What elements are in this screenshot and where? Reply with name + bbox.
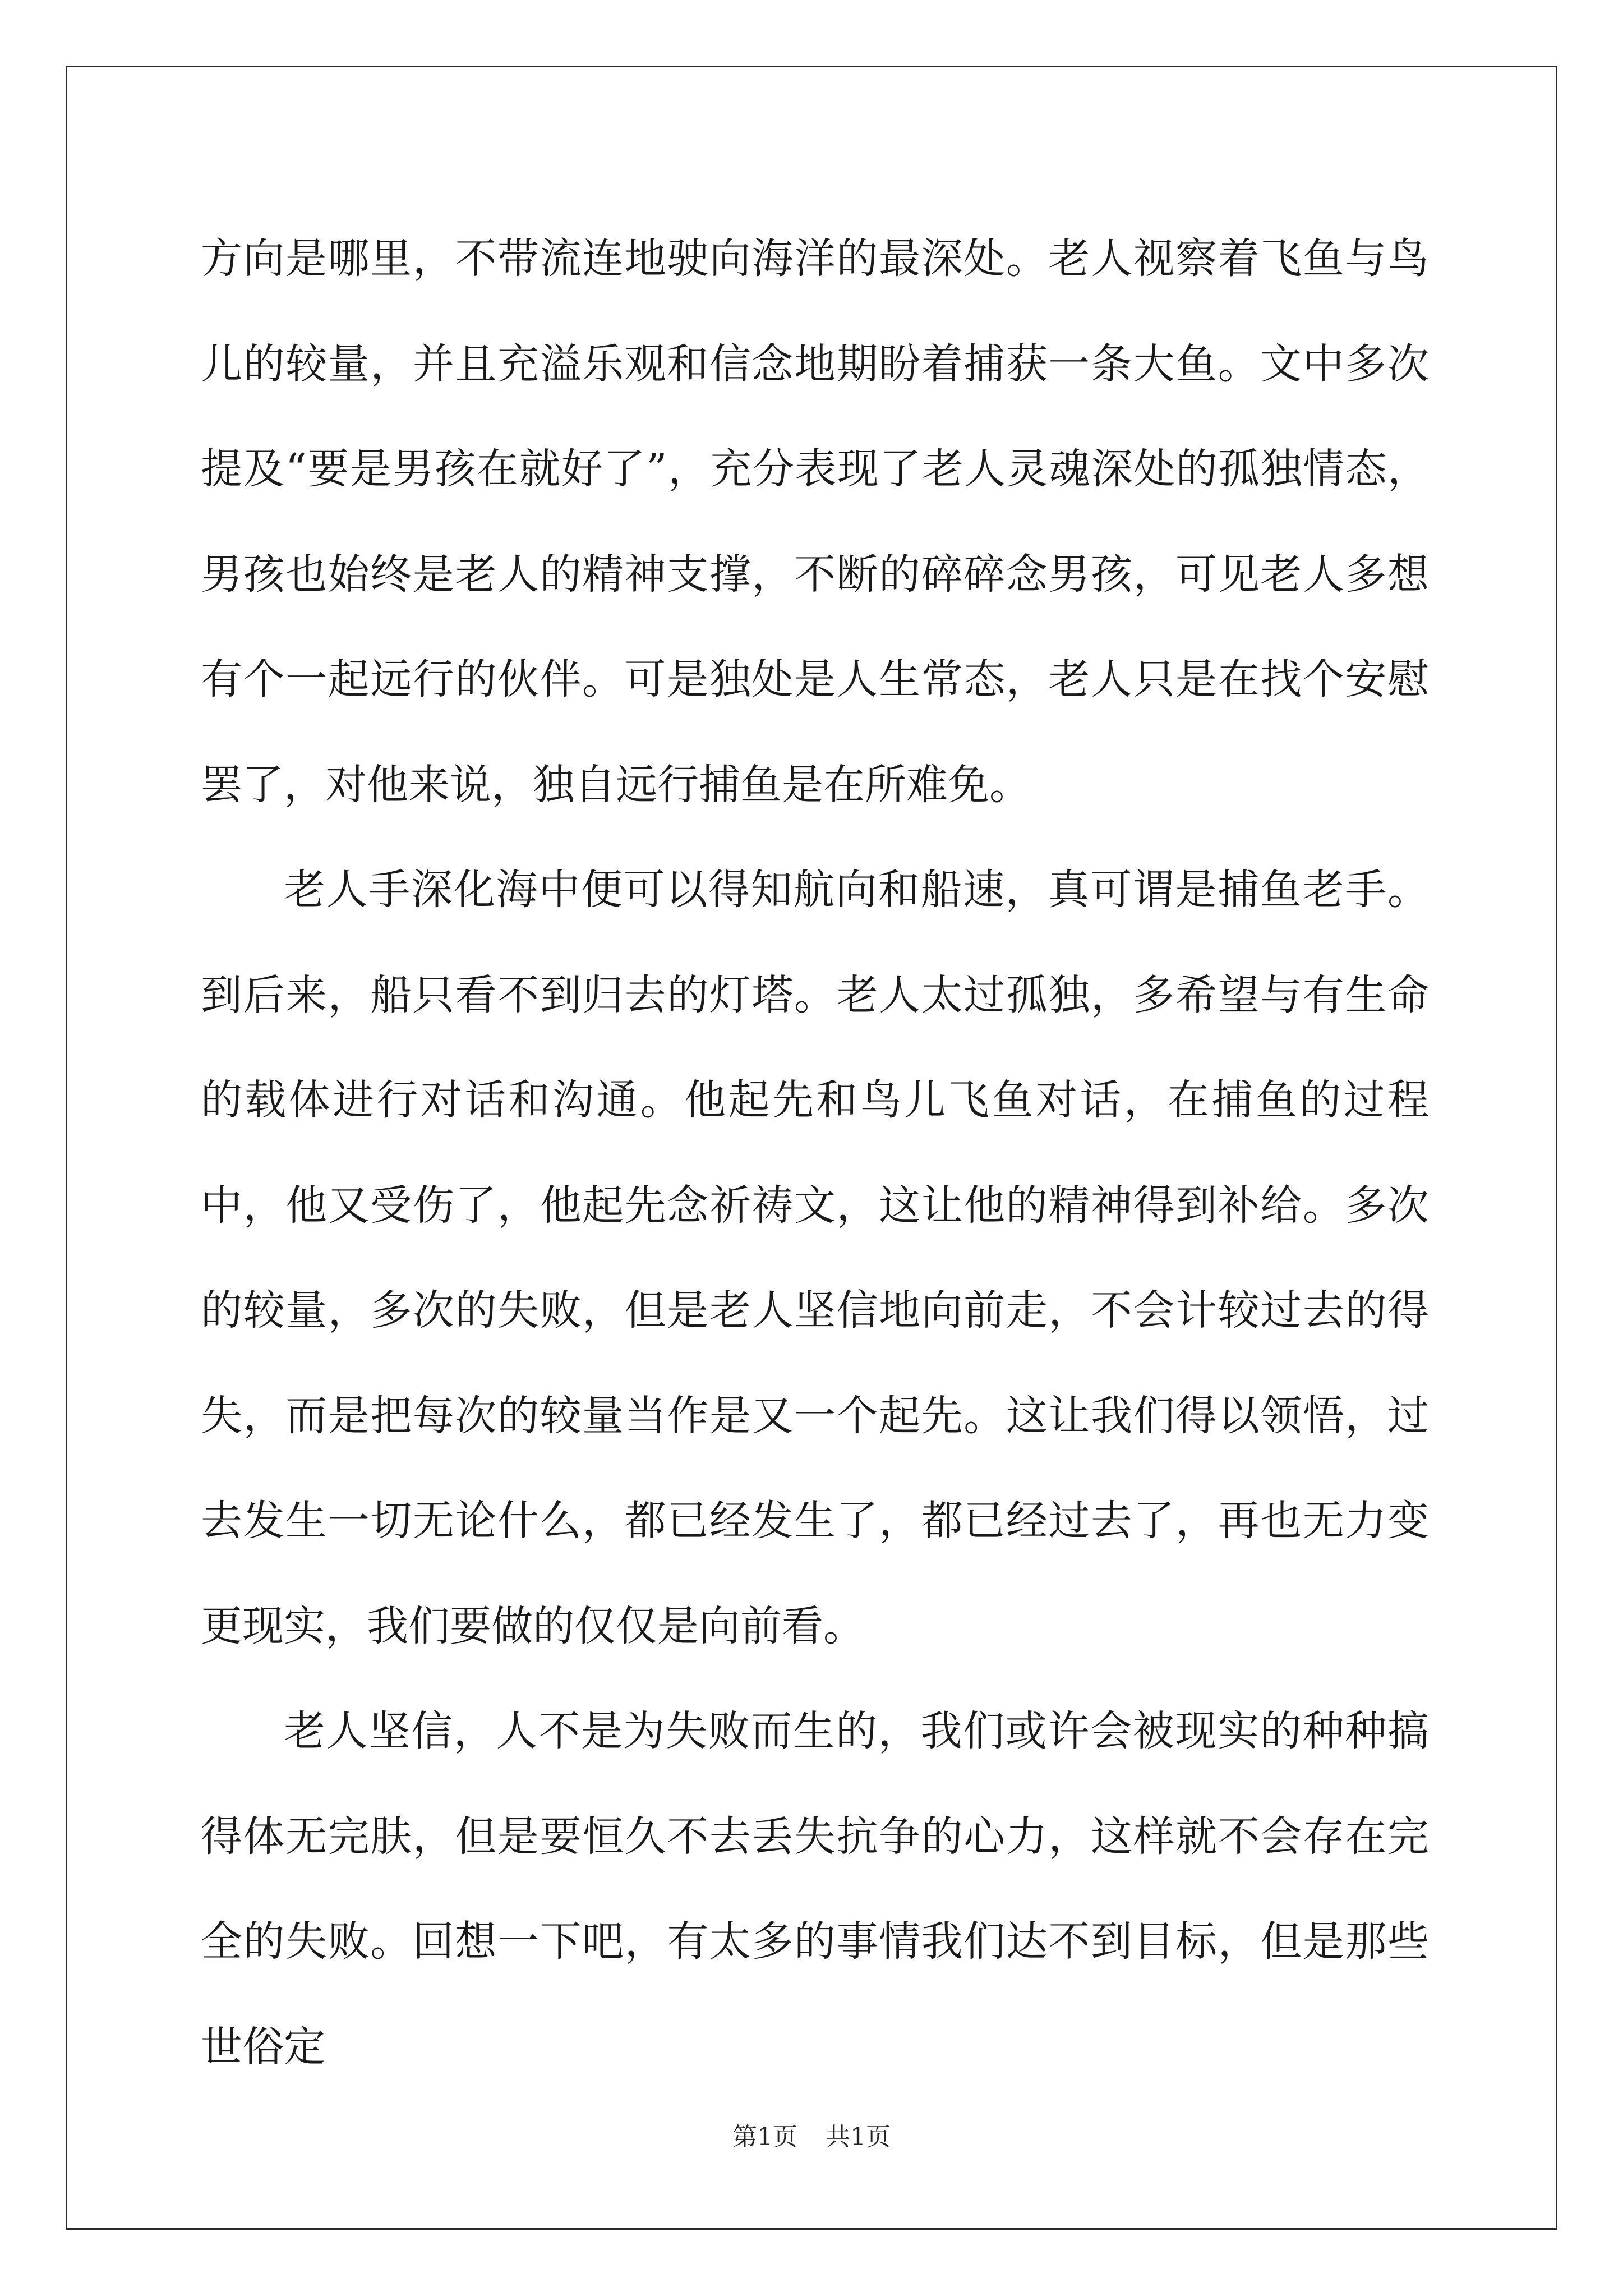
paragraph-1: 方向是哪里，不带流连地驶向海洋的最深处。老人视察着飞鱼与鸟儿的较量，并且充溢乐观和信念地期盼着捕获一条大鱼。文中多次提及“要是男孩在就好了”，充分表现了老人灵魂深处的孤独情态，男孩也始终是老人的精神支撑，不断的碎碎念男孩，可见老人多想有个一起远行的伙伴。可是独处是人生常态，老人只是在找个安慰罢了，对他来说，独自远行捕鱼是在所难免。 (201, 234, 1429, 809)
document-body (201, 206, 1429, 2100)
page-number-current: 第1页 (732, 2123, 797, 2151)
page-footer (0, 2120, 1623, 2154)
paragraph-2: 老人手深化海中便可以得知航向和船速，真可谓是捕鱼老手。到后来，船只看不到归去的灯塔。老人太过孤独，多希望与有生命的载体进行对话和沟通。他起先和鸟儿飞鱼对话，在捕鱼的过程中，他又受伤了，他起先念祈祷文，这让他的精神得到补给。多次的较量，多次的失败，但是老人坚信地向前走，不会计较过去的得失，而是把每次的较量当作是又一个起先。这让我们得以领悟，过去发生一切无论什么，都已经发生了，都已经过去了，再也无力变更现实，我们要做的仅仅是向前看。 (201, 866, 1429, 1650)
paragraph-3: 老人坚信，人不是为失败而生的，我们或许会被现实的种种搞得体无完肤，但是要恒久不去丢失抗争的心力，这样就不会存在完全的失败。回想一下吧，有太多的事情我们达不到目标，但是那些世俗定 (201, 1707, 1429, 2071)
page-number-total: 共1页 (826, 2123, 891, 2151)
